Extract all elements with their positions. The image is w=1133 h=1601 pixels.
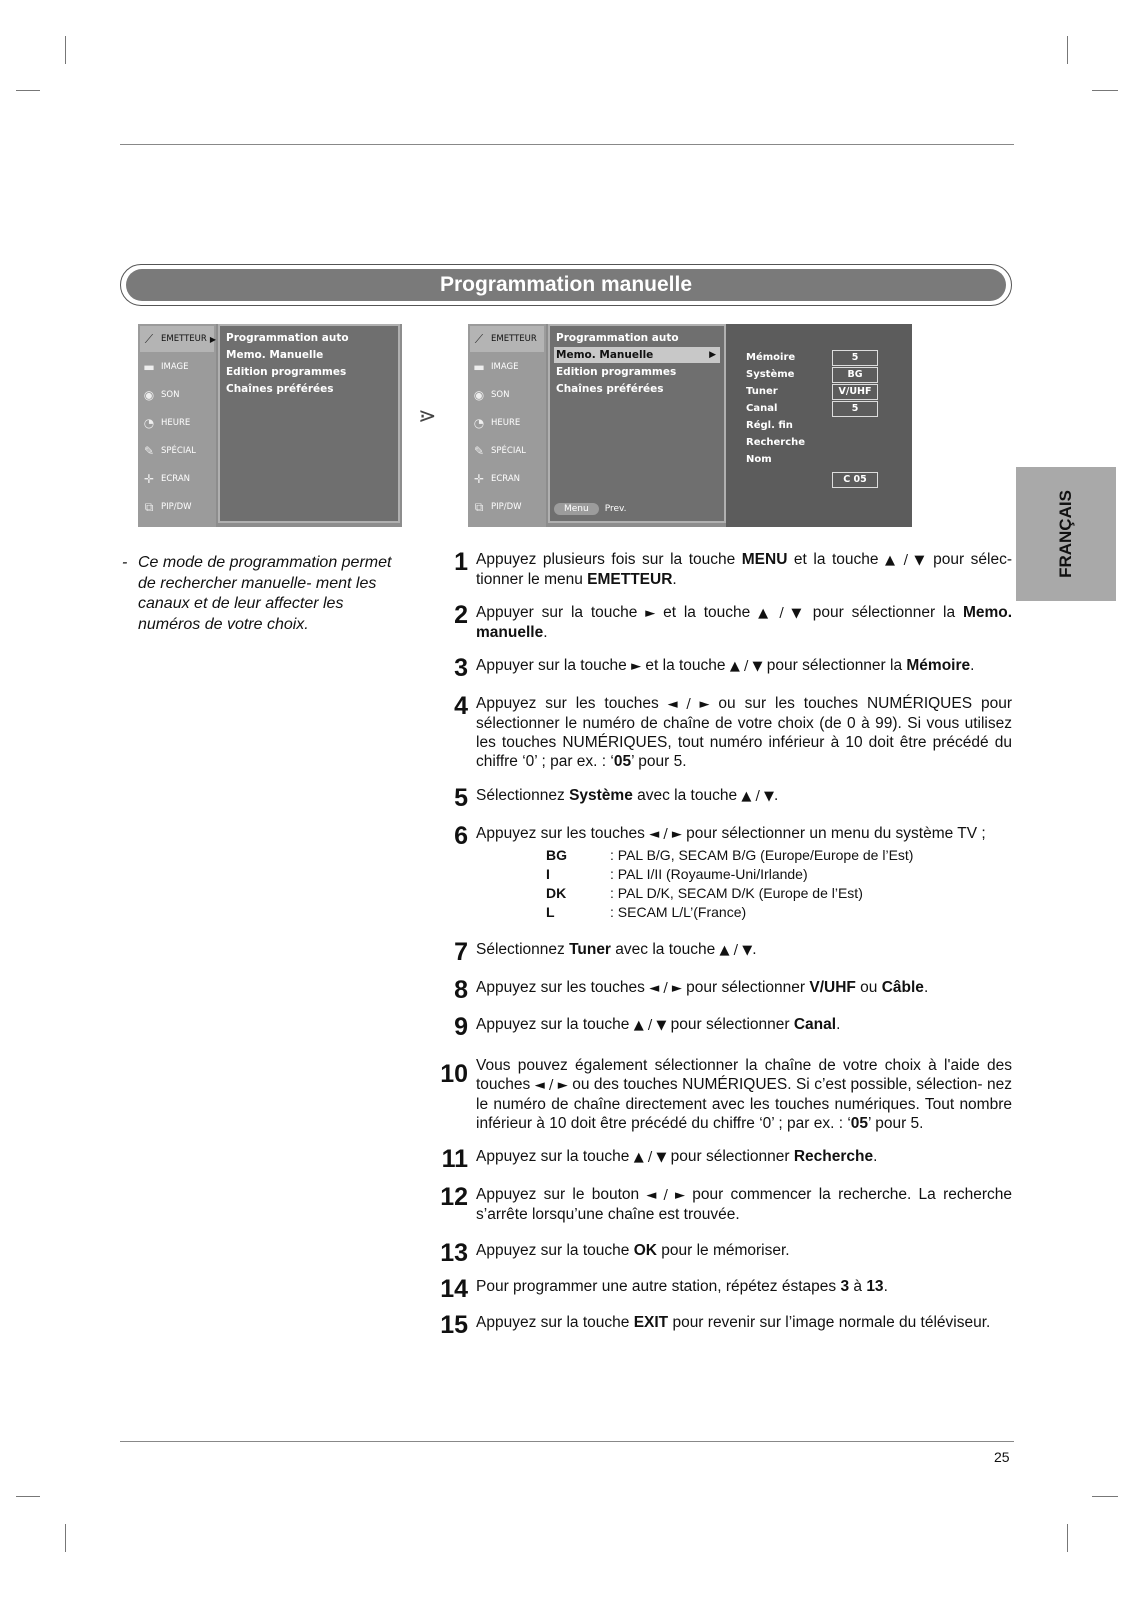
text-run: . — [774, 787, 779, 804]
param-label: Mémoire — [746, 352, 796, 363]
step-text — [476, 603, 1012, 642]
submenu-item: Programmation auto — [556, 332, 679, 344]
submenu-item: Chaînes préférées — [556, 383, 664, 395]
submenu-item: Edition programmes — [556, 366, 677, 378]
step-6 — [432, 822, 1012, 850]
tv-submenu — [548, 324, 726, 523]
crop-mark — [16, 1496, 40, 1497]
tv-system-row — [546, 865, 966, 884]
tv-menu-item-special — [470, 438, 544, 464]
submenu-item-selected — [554, 347, 720, 363]
tv-menu-item-heure — [140, 410, 214, 436]
clock-icon: ◔ — [473, 416, 485, 430]
text-run: . — [923, 979, 929, 996]
crop-mark — [1092, 1496, 1118, 1497]
tv-menu-item-label: SPÉCIAL — [491, 446, 526, 456]
tv-menu-item-label: HEURE — [491, 418, 521, 428]
tv-system-code: DK — [546, 885, 567, 901]
pointer-icon: ▶ — [209, 334, 216, 344]
step-text — [476, 940, 1012, 960]
up-down-arrows-icon: ▲ / ▼ — [633, 1150, 667, 1165]
text-run: Appuyez sur la touche — [476, 1016, 634, 1033]
up-down-arrows-icon: ▲ / ▼ — [885, 553, 927, 568]
text-run: . — [672, 571, 677, 588]
step-text — [476, 1241, 1012, 1260]
tv-system-code: I — [546, 866, 550, 882]
text-run: ou — [855, 979, 882, 996]
tv-system-table — [546, 846, 966, 922]
step-8 — [432, 976, 1012, 1004]
text-run: Appuyez sur les touches — [476, 695, 668, 712]
top-rule — [120, 144, 1014, 145]
tv-menu-screen-manual — [468, 324, 912, 527]
next-step-arrow-icon: ⋗ — [418, 404, 437, 429]
text-run: ’ pour 5. — [868, 1115, 924, 1132]
text-run-bold: MENU — [741, 551, 788, 568]
param-label: Canal — [746, 403, 778, 414]
text-run: ou sur les touches NUMÉRIQUES pour sélectionner le numéro de chaîne de votre choix (de 0 à 99). Si vous utilisez les touches NUMÉRIQUES, tout numéro inférieur à 10 doit être précédé du chiffre ‘0’ ; par ex. : ‘ — [476, 695, 1012, 770]
screen-adjust-icon: ✛ — [143, 472, 155, 486]
tv-menu-item-label: HEURE — [161, 418, 191, 428]
step-number: 12 — [440, 1183, 468, 1211]
tv-menu-item-label: PIP/DW — [161, 502, 192, 512]
speaker-icon: ◉ — [473, 388, 485, 402]
submenu-arrow-icon: ▶ — [709, 350, 716, 360]
param-value: 5 — [832, 401, 878, 417]
tv-menu-item-label: IMAGE — [491, 362, 519, 372]
text-run-bold: 05 — [613, 753, 632, 770]
menu-button-label: Menu — [554, 503, 599, 515]
step-number: 2 — [454, 601, 468, 629]
step-9 — [432, 1013, 1012, 1041]
text-run: pour le mémoriser. — [656, 1242, 790, 1259]
tv-system-row — [546, 846, 966, 865]
tv-menu-item-label: SON — [491, 390, 510, 400]
step-2 — [432, 603, 1012, 642]
tv-menu-item-label: SON — [161, 390, 180, 400]
intro-text: Ce mode de programmation permet de rechercher manuelle- ment les canaux et de leur affecter les numéros de votre choix. — [138, 554, 392, 633]
up-down-arrows-icon: ▲ / ▼ — [741, 789, 775, 804]
step-text — [476, 550, 1012, 589]
tv-menu-item-pipdw — [470, 494, 544, 520]
text-run: Sélectionnez — [476, 787, 570, 804]
tv-menu-item-ecran — [470, 466, 544, 492]
step-text — [476, 1056, 1012, 1133]
tv-system-desc: : PAL B/G, SECAM B/G (Europe/Europe de l’Est) — [610, 847, 914, 863]
clock-icon: ◔ — [143, 416, 155, 430]
left-right-arrows-icon: ◄ / ► — [534, 1078, 568, 1093]
text-run: pour revenir sur l’image normale du téléviseur. — [668, 1314, 991, 1331]
tv-menu-item-son — [470, 382, 544, 408]
tv-menu-item-pipdw — [140, 494, 214, 520]
antenna-icon: ⟋ — [474, 331, 484, 346]
antenna-icon: ⟋ — [144, 331, 154, 346]
bottom-rule — [120, 1441, 1014, 1442]
prev-button-label: Prev. — [604, 504, 627, 514]
text-run: ’ pour 5. — [631, 753, 687, 770]
tv-menu-item-emetteur — [470, 326, 544, 352]
text-run-bold: 05 — [850, 1115, 869, 1132]
submenu-item: Programmation auto — [226, 332, 349, 344]
text-run: . — [543, 624, 548, 641]
pip-icon: ⧉ — [474, 499, 484, 514]
step-text — [476, 656, 1012, 676]
tv-side-menu — [468, 324, 546, 527]
tv-system-row — [546, 903, 966, 922]
text-run: Appuyez sur les touches — [476, 825, 650, 842]
step-1 — [432, 550, 1012, 589]
tv-system-desc: : PAL D/K, SECAM D/K (Europe de l’Est) — [610, 885, 863, 901]
tv-submenu — [218, 324, 400, 523]
menu-buttons — [554, 501, 627, 517]
tv-menu-item-heure — [470, 410, 544, 436]
step-text — [476, 1147, 1012, 1167]
left-right-arrows-icon: ◄ / ► — [649, 827, 682, 842]
step-text — [476, 824, 1012, 844]
tv-menu-item-label: ECRAN — [161, 474, 191, 484]
text-run: pour sélec- tionner le menu — [476, 551, 1012, 588]
tv-menu-item-label: IMAGE — [161, 362, 189, 372]
step-number: 8 — [454, 976, 468, 1004]
text-run: Appuyez sur la touche — [476, 1148, 634, 1165]
param-value: BG — [832, 367, 878, 383]
tv-menu-item-emetteur — [140, 326, 214, 352]
step-4 — [432, 694, 1012, 771]
step-text — [476, 1185, 1012, 1224]
wrench-icon: ✎ — [473, 444, 485, 458]
right-arrow-icon: ► — [645, 606, 656, 621]
wrench-icon: ✎ — [143, 444, 155, 458]
text-run: Appuyer sur la touche — [476, 657, 632, 674]
tv-menu-item-label: EMETTEUR — [491, 334, 537, 344]
submenu-item: Chaînes préférées — [226, 383, 334, 395]
text-run: pour sélectionner — [666, 1148, 794, 1165]
step-13 — [432, 1239, 1012, 1267]
text-run-bold: Tuner — [569, 941, 611, 958]
step-text — [476, 694, 1012, 771]
text-run-bold: Câble — [881, 979, 924, 996]
left-right-arrows-icon: ◄ / ► — [646, 1188, 685, 1203]
step-number: 10 — [440, 1060, 468, 1088]
language-tab-label: FRANÇAIS — [1056, 490, 1075, 578]
step-3 — [432, 654, 1012, 682]
section-title-box — [120, 264, 1012, 306]
tv-menu-item-label: PIP/DW — [491, 502, 522, 512]
left-right-arrows-icon: ◄ / ► — [649, 981, 682, 996]
section-title: Programmation manuelle — [126, 269, 1006, 301]
param-label: Régl. fin — [746, 420, 793, 431]
step-number: 7 — [454, 938, 468, 966]
crop-mark — [65, 1524, 66, 1552]
tv-menu-item-ecran — [140, 466, 214, 492]
text-run: Appuyez plusieurs fois sur la touche — [476, 551, 742, 568]
text-run: pour commencer la recherche. La recherche s’arrête lorsqu’une chaîne est trouvée. — [476, 1186, 1012, 1223]
text-run-bold: EMETTEUR — [587, 571, 673, 588]
param-value: 5 — [832, 350, 878, 366]
tv-system-desc: : SECAM L/L’(France) — [610, 904, 747, 920]
text-run-bold: Système — [569, 787, 633, 804]
text-run: Pour programmer une autre station, répétez éstapes — [476, 1278, 841, 1295]
text-run: Appuyez sur le bouton — [476, 1186, 647, 1203]
text-run: pour sélectionner la — [762, 657, 907, 674]
text-run: Appuyez sur les touches — [476, 979, 650, 996]
text-run: . — [873, 1148, 878, 1165]
crop-mark — [1067, 36, 1068, 64]
tv-system-code: BG — [546, 847, 567, 863]
text-run-bold: OK — [633, 1242, 657, 1259]
step-14 — [432, 1275, 1012, 1303]
left-right-arrows-icon: ◄ / ► — [667, 697, 710, 712]
step-11 — [432, 1145, 1012, 1173]
tv-menu-item-image — [470, 354, 544, 380]
tv-system-desc: : PAL I/II (Royaume-Uni/Irlande) — [610, 866, 808, 882]
text-run-bold: Canal — [793, 1016, 837, 1033]
text-run: Appuyer sur la touche — [476, 604, 646, 621]
text-run: . — [883, 1278, 888, 1295]
screen-adjust-icon: ✛ — [473, 472, 485, 486]
param-label: Système — [746, 369, 795, 380]
tv-side-menu — [138, 324, 216, 527]
step-text — [476, 978, 1012, 998]
param-label: Nom — [746, 454, 772, 465]
text-run: avec la touche — [632, 787, 742, 804]
step-number: 15 — [440, 1311, 468, 1339]
intro-dash: - — [122, 554, 128, 571]
tv-menu-item-special — [140, 438, 214, 464]
param-label: Tuner — [746, 386, 778, 397]
up-down-arrows-icon: ▲ / ▼ — [758, 606, 805, 621]
page-number: 25 — [994, 1449, 1010, 1465]
text-run: Appuyez sur la touche — [476, 1314, 634, 1331]
text-run-bold: Memo. manuelle — [476, 604, 1013, 641]
text-run-bold: 3 — [840, 1278, 850, 1295]
step-number: 14 — [440, 1275, 468, 1303]
right-arrow-icon: ► — [631, 659, 642, 674]
param-label: Recherche — [746, 437, 806, 448]
text-run: Vous pouvez également sélectionner la chaîne de votre choix à l'aide des touches — [476, 1057, 1012, 1093]
up-down-arrows-icon: ▲ / ▼ — [719, 943, 753, 958]
step-number: 1 — [454, 548, 468, 576]
text-run: Appuyez sur la touche — [476, 1242, 634, 1259]
text-run-bold: Mémoire — [906, 657, 971, 674]
tv-menu-item-image — [140, 354, 214, 380]
crop-mark — [65, 36, 66, 64]
step-12 — [432, 1185, 1012, 1224]
crop-mark — [1092, 90, 1118, 91]
param-name-value: C 05 — [832, 472, 878, 488]
text-run-bold: Recherche — [793, 1148, 874, 1165]
tv-menu-screen-main — [138, 324, 402, 527]
step-number: 9 — [454, 1013, 468, 1041]
step-number: 11 — [441, 1145, 468, 1173]
picture-icon: ▬ — [473, 360, 485, 374]
param-value: V/UHF — [832, 384, 878, 400]
step-text — [476, 1313, 1012, 1332]
text-run: et la touche — [641, 657, 730, 674]
text-run: pour sélectionner — [681, 979, 810, 996]
text-run: pour sélectionner un menu du système TV ; — [681, 825, 986, 842]
text-run-bold: EXIT — [633, 1314, 669, 1331]
language-tab — [1016, 467, 1116, 601]
step-7 — [432, 938, 1012, 966]
step-number: 5 — [454, 784, 468, 812]
submenu-item: Memo. Manuelle — [226, 349, 324, 361]
up-down-arrows-icon: ▲ / ▼ — [729, 659, 763, 674]
up-down-arrows-icon: ▲ / ▼ — [633, 1018, 667, 1033]
tv-system-code: L — [546, 904, 555, 920]
text-run: et la touche — [787, 551, 886, 568]
step-5 — [432, 784, 1012, 812]
text-run: pour sélectionner — [666, 1016, 794, 1033]
step-number: 6 — [454, 822, 468, 850]
manual-params-panel — [726, 324, 912, 527]
step-10 — [432, 1056, 1012, 1133]
crop-mark — [16, 90, 40, 91]
step-number: 4 — [454, 692, 468, 720]
tv-menu-item-label: ECRAN — [491, 474, 521, 484]
tv-system-row — [546, 884, 966, 903]
tv-menu-item-son — [140, 382, 214, 408]
text-run: . — [752, 941, 757, 958]
submenu-item: Edition programmes — [226, 366, 347, 378]
step-15 — [432, 1311, 1012, 1339]
tv-menu-item-label: SPÉCIAL — [161, 446, 196, 456]
step-text — [476, 786, 1012, 806]
text-run-bold: 13 — [866, 1278, 884, 1295]
step-number: 3 — [454, 654, 468, 682]
text-run: pour sélectionner la — [804, 604, 963, 621]
pip-icon: ⧉ — [144, 499, 154, 514]
tv-menu-item-label: EMETTEUR — [161, 334, 207, 344]
text-run: avec la touche — [610, 941, 720, 958]
step-text — [476, 1277, 1012, 1296]
step-text — [476, 1015, 1012, 1035]
submenu-item-label: Memo. Manuelle — [556, 349, 654, 361]
text-run: . — [836, 1016, 841, 1033]
step-number: 13 — [440, 1239, 468, 1267]
text-run: ou des touches NUMÉRIQUES. Si c’est possible, sélection- nez le numéro de chaîne directement avec les touches numériques. Tout nombre inférieur à 10 doit être précédé du chiffre ‘0’ ; par ex. : ‘ — [476, 1076, 1012, 1132]
crop-mark — [1067, 1524, 1068, 1552]
speaker-icon: ◉ — [143, 388, 155, 402]
text-run: . — [970, 657, 975, 674]
text-run: Sélectionnez — [476, 941, 570, 958]
text-run: à — [849, 1278, 867, 1295]
picture-icon: ▬ — [143, 360, 155, 374]
text-run-bold: V/UHF — [809, 979, 856, 996]
intro-note — [122, 553, 392, 635]
text-run: et la touche — [655, 604, 759, 621]
